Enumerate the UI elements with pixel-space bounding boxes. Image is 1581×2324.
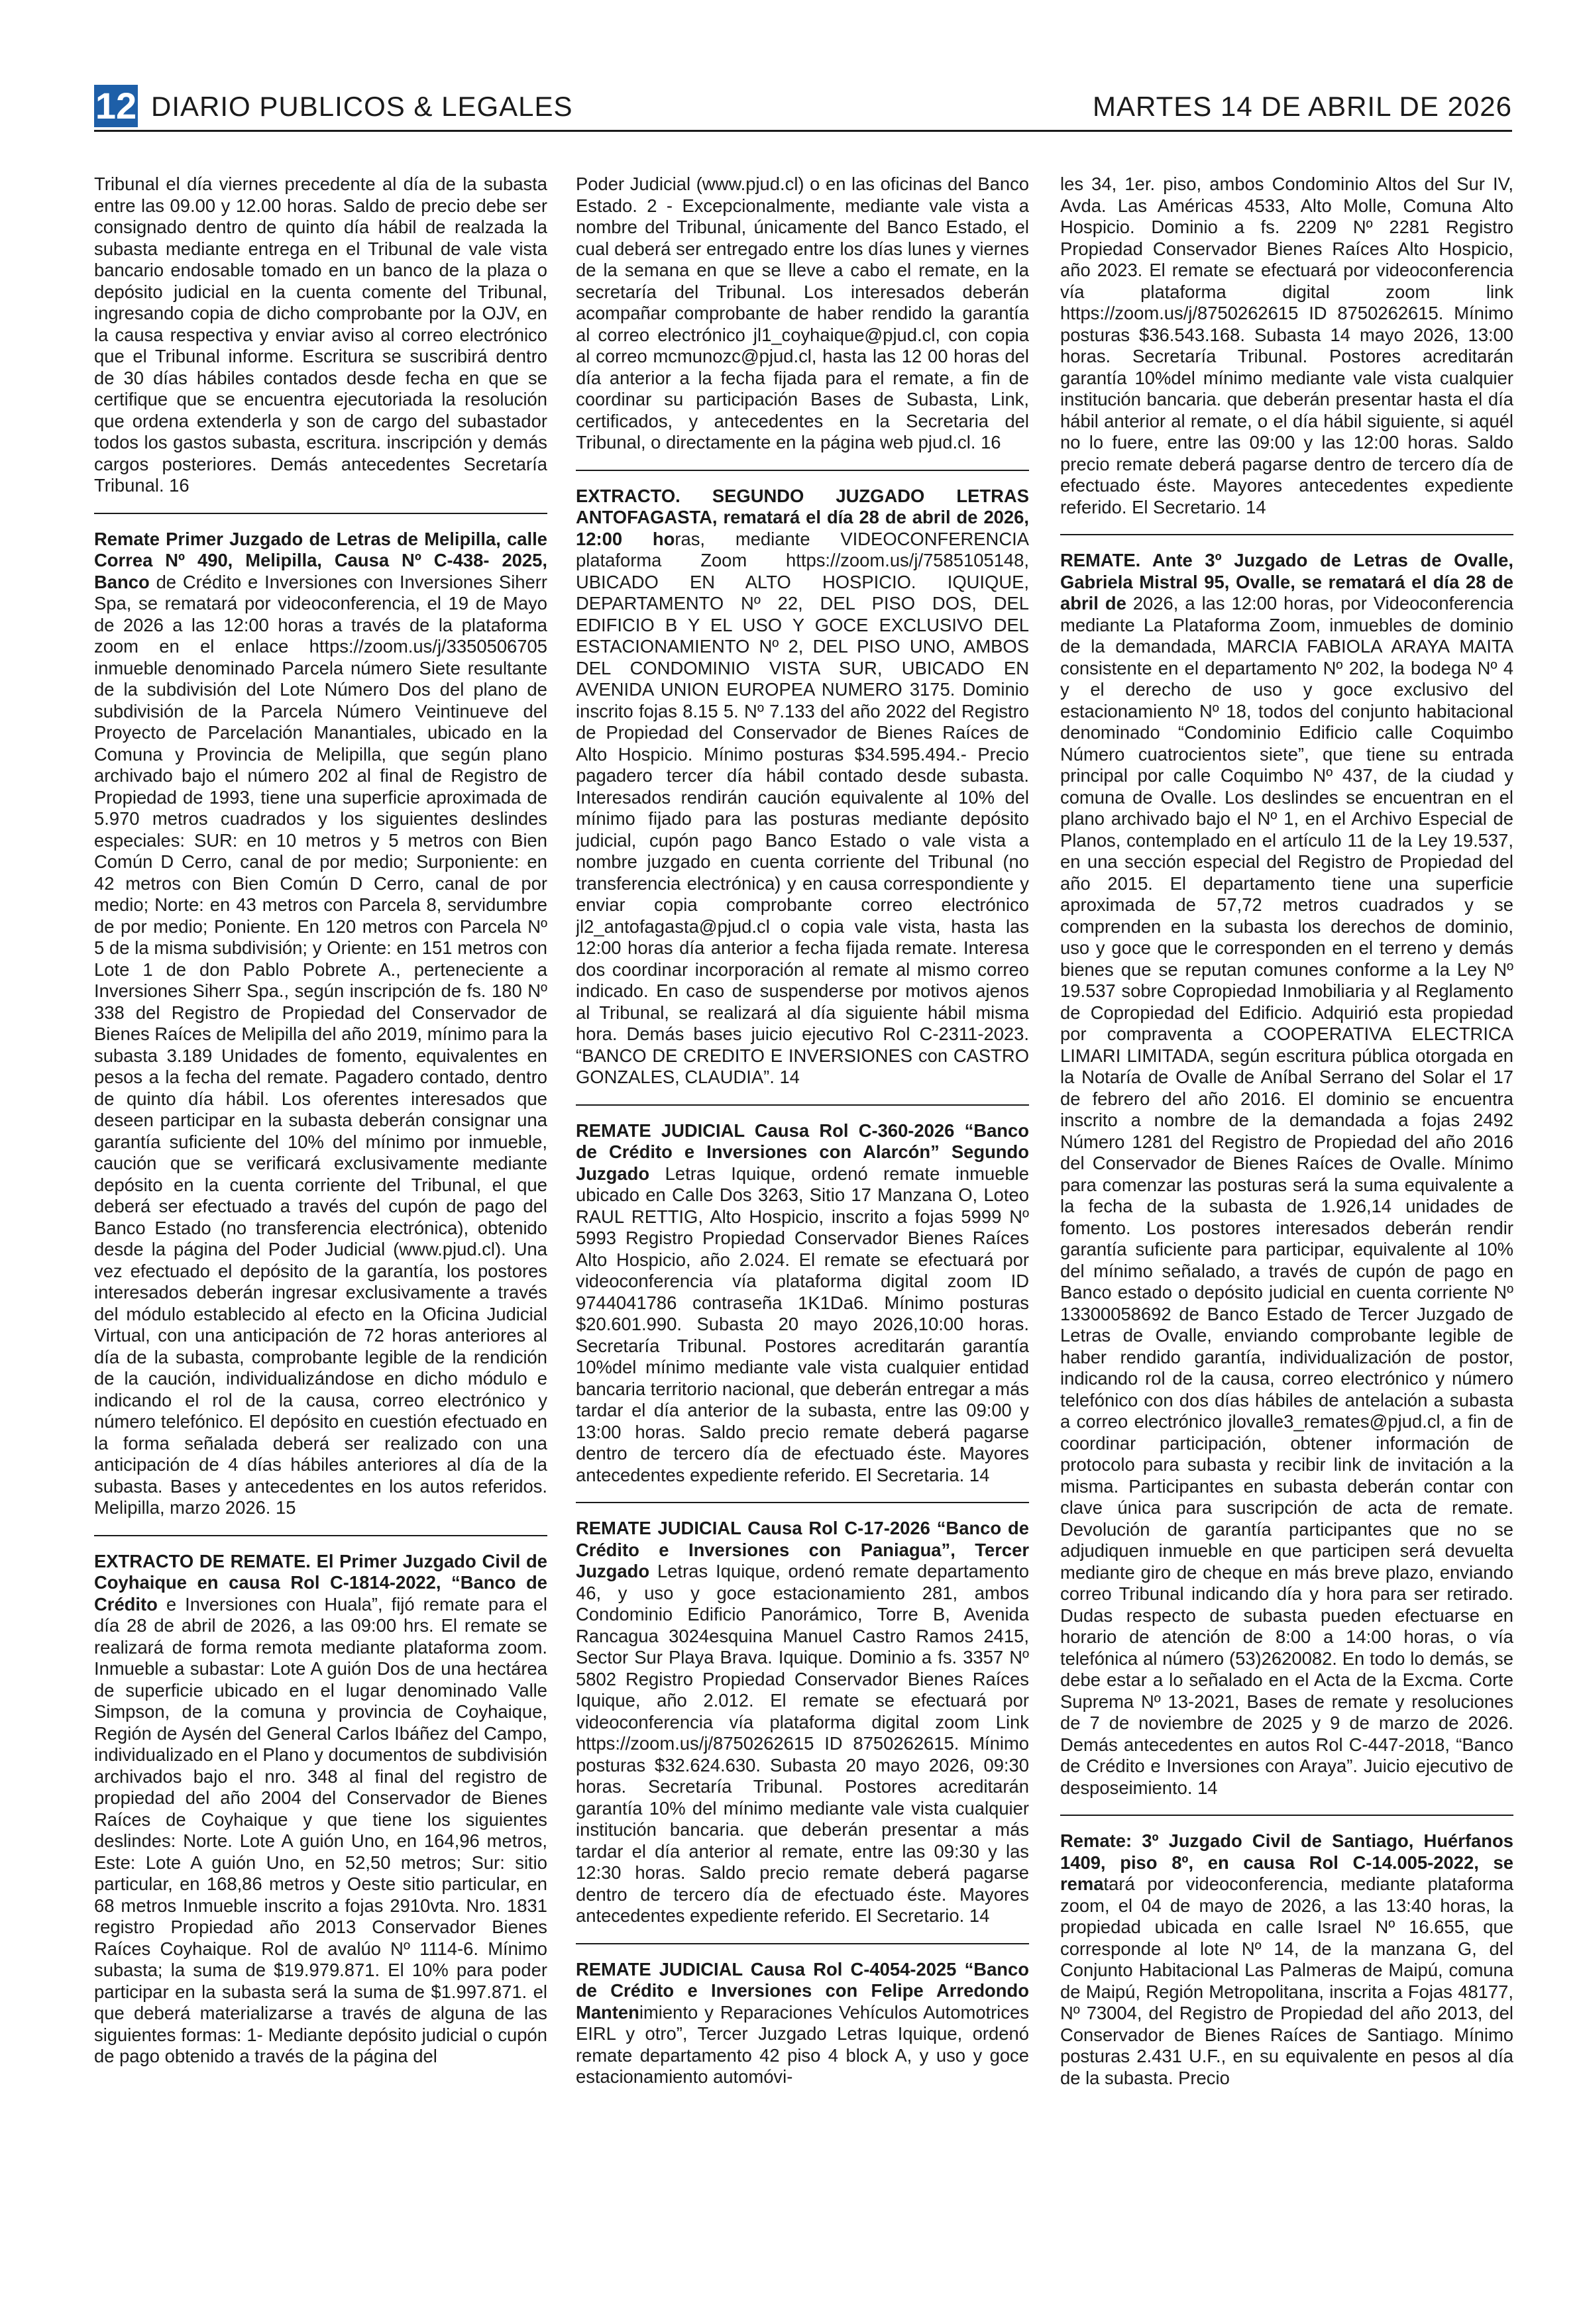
notice-coyhaique <box>94 1551 547 2068</box>
notice-body: de Crédito e Inversiones con Inversiones Siherr Spa, se rematará por videoconferencia, el 19 de Mayo de 2026 a las 12:00 horas a través de la plataforma zoom en el enlace https://zoom.us/j/3350506705 inmueble denominado Parcela número Siete resultante de la subdivisión del Lote Número Dos del plano de subdivisión de la Parcela Número Veintinueve del Proyecto de Parcelación Manantiales, ubicado en la Comuna y Provincia de Melipilla, que según plano archivado bajo el número 202 al final de Registro de Propiedad de 1993, tiene una superficie aproximada de 5.970 metros cuadrados y los siguientes deslindes especiales: SUR: en 10 metros y 5 metros con Bien Común D Cerro, canal de por medio; Surponiente: en 42 metros con Bien Común D Cerro, canal de por medio; Norte: en 43 metros con Parcela 8, servidumbre de por medio; Poniente. En 120 metros con Parcela Nº 5 de la misma subdivisión; y Oriente: en 151 metros con Lote 1 de don Pablo Pobrete A., perteneciente a Inversiones Siherr Spa., según inscripción de fs. 180 Nº 338 del Registro de Propiedad del Conservador de Bienes Raíces de Melipilla del año 2019, mínimo para la subasta 3.189 Unidades de fomento, equivalentes en pesos a la fecha del remate. Pagadero contado, dentro de quinto día hábil. Los oferentes interesados que deseen participar en la subasta deberán consignar una garantía suficiente del 10% del mínimo por inmueble, caución que se verificará exclusivamente mediante depósito en la cuenta corriente del Tribunal, el que deberá ser efectuado a través del cupón de pago del Banco Estado (no transferencia electrónica), obtenido desde la página del Poder Judicial (www.pjud.cl). Una vez efectuado el depósito de la garantía, los postores interesados deberán ingresar exclusivamente a través del módulo establecido al efecto en la Oficina Judicial Virtual, con una anticipación de 72 horas anteriores al día de la subasta, comprobante legible de la rendición de la caución, individualizándose en dicho módulo e indicando el rol de la causa, correo electrónico y número telefónico. El depósito en cuestión efectuado en la forma señalada deberá ser realizado con una anticipación de 4 días hábiles anteriores al día de la subasta. Bases y antecedentes en los autos referidos. Melipilla, marzo 2026. 15 <box>94 571 547 1518</box>
page-header <box>94 85 1512 127</box>
notice-lead: Remate: 3º Juzgado Civil de Santiago, Huérfanos 1409, piso 8º, en causa Rol C-14.005-2022, se rema <box>1060 1830 1513 1894</box>
notice-divider <box>576 470 1029 471</box>
notice-divider <box>1060 534 1513 535</box>
notice-divider <box>576 1502 1029 1503</box>
page-number-badge: 12 <box>95 85 137 127</box>
notice-lead: REMATE JUDICIAL Causa Rol C-17-2026 “Banco de Crédito e Inversiones con Paniagua”, Tercer Juzgado <box>576 1518 1029 1581</box>
notice-body: Poder Judicial (www.pjud.cl) o en las oficinas del Banco Estado. 2 - Excepcionalmente, mediante vale vista a nombre del Tribunal, únicamente del Banco Estado, el cual deberá ser entregado entre los días lunes y viernes de la semana en que se lleve a cabo el remate, en la secretaría del Tribunal. Los interesados deberán acompañar comprobante de haber rendido la garantía al correo electrónico jl1_coyhaique@pjud.cl, con copia al correo mcmunozc@pjud.cl, hasta las 12 00 horas del día anterior a la fecha fijada para el remate, a fin de coordinar su participación Bases de Subasta, Link, certificados, y antecedentes en la Secretaria del Tribunal, o directamente en la página web pjud.cl. 16 <box>576 174 1029 452</box>
notice-alarcon <box>576 1120 1029 1487</box>
notice-antofagasta <box>576 486 1029 1088</box>
notice-body: 2026, a las 12:00 horas, por Videoconferencia mediante La Plataforma Zoom, inmuebles de dominio de la demandada, MARCIA FABIOLA ARAYA MAITA consistente en el departamento Nº 202, la bodega Nº 4 y el derecho de uso y goce exclusivo del estacionamiento Nº 18, todos del conjunto habitacional denominado “Condominio Edificio calle Coquimbo Número cuatrocientos siete”, que tiene su entrada principal por calle Coquimbo Nº 437, de la ciudad y comuna de Ovalle. Los deslindes se encuentran en el plano archivado bajo el Nº 1, en el Archivo Especial de Planos, contemplado en el artículo 11 de la Ley 19.537, en una sección especial del Registro de Propiedad del año 2015. El departamento tiene una superficie aproximada de 57,72 metros cuadrados y se comprenden en la subasta los derechos de dominio, uso y goce que le corresponden en el terreno y demás bienes que se reputan comunes conforme a la Ley Nº 19.537 sobre Copropiedad Inmobiliaria y al Reglamento de Copropiedad del Edificio. Adquirió esta propiedad por compraventa a COOPERATIVA ELECTRICA LIMARI LIMITADA, según escritura pública otorgada en la Notaría de Ovalle de Aníbal Serrano del Solar el 17 de febrero del año 2016. El dominio se encuentra inscrito a nombre de la demandada a fojas 2492 Número 1281 del Registro de Propiedad del año 2016 del Conservador de Bienes Raíces de Ovalle. Mínimo para comenzar las posturas será la suma equivalente a la fecha de la subasta de 1.926,14 unidades de fomento. Los postores interesados deberán rendir garantía suficiente para participar, equivalente al 10% del mínimo señalado, a través de cupón de pago en Banco estado o depósito judicial en cuenta corriente Nº 13300058692 de Banco Estado de Tercer Juzgado de Letras de Ovalle, enviando comprobante legible de haber rendido garantía, individualización de postor, indicando rol de la causa, correo electrónico y número telefónico con dos días hábiles de antelación a subasta a correo electrónico jlovalle3_remates@pjud.cl, a fin de coordinar participación, obtener información de protocolo para subasta y recibir link de invitación a la misma. Participantes en subasta deberán contar con clave única para suscripción de acta de remate. Devolución de garantía participantes que no se adjudiquen inmueble en que participen será devuelta mediante giro de cheque en más breve plazo, enviando correo Tribunal indicando día y hora para ser retirado. Dudas respecto de subasta pueden efectuarse en horario de atención de 8:00 a 14:00 horas, o vía telefónica al número (53)2620082. En todo lo demás, se debe estar a lo señalado en el Acta de la Excma. Corte Suprema Nº 13-2021, Bases de remate y resoluciones de 7 de noviembre de 2025 y 9 de marzo de 2026. Demás antecedentes en autos Rol C-447-2018, “Banco de Crédito e Inversiones con Araya”. Juicio ejecutivo de desposeimiento. 14 <box>1060 593 1513 1798</box>
notice-continuation <box>576 174 1029 454</box>
notice-lead: REMATE. Ante 3º Juzgado de Letras de Ovalle, Gabriela Mistral 95, Ovalle, se rematará el día 28 de abril de <box>1060 550 1513 613</box>
notice-body: Letras Iquique, ordenó remate inmueble ubicado en Calle Dos 3263, Sitio 17 Manzana O, Loteo RAUL RETTIG, Alto Hospicio, inscrito a fojas 5999 Nº 5993 Registro Propiedad Conservador Bienes Raíces Alto Hospicio, año 2.024. El remate se efectuará por videoconferencia vía plataforma digital zoom ID 9744041786 contraseña 1K1Da6. Mínimo posturas $20.601.990. Subasta 20 mayo 2026,10:00 horas. Secretaría Tribunal. Postores acreditarán garantía 10%del mínimo mediante vale vista cualquier entidad bancaria territorio nacional, que deberán entregar a más tardar el día anterior de la subasta, entre las 09:00 y 13:00 horas. Saldo precio remate deberá pagarse dentro de tercero día de efectuado éste. Mayores antecedentes expediente referido. El Secretaria. 14 <box>576 1163 1029 1485</box>
notice-lead: REMATE JUDICIAL Causa Rol C-360-2026 “Banco de Crédito e Inversiones con Alarcón” Segundo Juzgado <box>576 1120 1029 1184</box>
notice-divider <box>576 1943 1029 1944</box>
notice-body: e Inversiones con Huala”, fijó remate para el día 28 de abril de 2026, a las 09:00 hrs. El remate se realizará de forma remota mediante plataforma zoom. Inmueble a subastar: Lote A guión Dos de una hectárea de superficie ubicado en el lugar denominado Valle Simpson, de la comuna y provincia de Coyhaique, Región de Aysén del General Carlos Ibáñez del Campo, individualizado en el Plano y documentos de subdivisión archivados bajo el nro. 348 al final del registro de propiedad del año 2004 del Conservador de Bienes Raíces de Coyhaique y que tiene los siguientes deslindes: Norte. Lote A guión Uno, en 164,96 metros, Este: Lote A guión Uno, en 52,50 metros; Sur: sitio particular, en 168,86 metros y Oeste sitio particular, en 68 metros Inmueble inscrito a fojas 2910vta. Nro. 1831 registro Propiedad año 2013 Conservador Bienes Raíces Coyhaique. Rol de avalúo Nº 1114-6. Mínimo subasta; la suma de $19.979.871. El 10% para poder participar en la subasta será la suma de $1.997.871. el que deberá materializarse a través de alguna de las siguientes formas: 1- Mediante depósito judicial o cupón de pago obtenido a través de la página del <box>94 1593 547 2066</box>
notice-divider <box>94 1535 547 1536</box>
notice-body: ras, mediante VIDEOCONFERENCIA plataforma Zoom https://zoom.us/j/7585105148, UBICADO EN ALTO HOSPICIO. IQUIQUE, DEPARTAMENTO Nº 22, DEL PISO DOS, DEL EDIFICIO B Y EL USO Y GOCE EXCLUSIVO DEL ESTACIONAMIENTO Nº 2, DEL PISO UNO, AMBOS DEL CONDOMINIO VISTA SUR, UBICADO EN AVENIDA UNION EUROPEA NUMERO 3175. Dominio inscrito fojas 8.15 5. Nº 7.133 del año 2022 del Registro de Propiedad del Conservador de Bienes Raíces de Alto Hospicio. Mínimo posturas $34.595.494.- Precio pagadero tercer día hábil contado desde subasta. Interesados rendirán caución equivalente al 10% del mínimo fijado para las posturas mediante depósito judicial, cupón pago Banco Estado o vale vista a nombre juzgado en cuenta corriente del Tribunal (no transferencia electrónica) y en causa correspondiente y enviar copia comprobante correo electrónico jl2_antofagasta@pjud.cl o copia vale vista, hasta las 12:00 horas día anterior a fecha fijada remate. Interesa dos coordinar incorporación al remate al mismo correo indicado. En caso de suspenderse por motivos ajenos al Tribunal, se realizará al día siguiente hábil misma hora. Demás bases juicio ejecutivo Rol C-2311-2023. “BANCO DE CREDITO E INVERSIONES con CASTRO GONZALES, CLAUDIA”. 14 <box>576 528 1029 1087</box>
notice-lead: REMATE JUDICIAL Causa Rol C-4054-2025 “Banco de Crédito e Inversiones con Felipe Arredondo Manten <box>576 1958 1029 2023</box>
notice-divider <box>576 1104 1029 1106</box>
publication-date: MARTES 14 DE ABRIL DE 2026 <box>1093 91 1512 122</box>
notice-melipilla <box>94 529 547 1519</box>
notice-body: tará por videoconferencia, mediante plataforma zoom, el 04 de mayo de 2026, a las 13:40 horas, la propiedad ubicada en calle Israel Nº 16.655, que corresponde al lote Nº 14, de la manzana G, del Conjunto Habitacional Las Palmeras de Maipú, comuna de Maipú, Región Metropolitana, inscrita a Fojas 48177, Nº 73004, del Registro de Propiedad del año 2013, del Conservador de Bienes Raíces de Santiago. Mínimo posturas 2.431 U.F., en su equivalente en pesos al día de la subasta. Precio <box>1060 1874 1513 2088</box>
column-1 <box>94 174 547 2294</box>
notice-body: les 34, 1er. piso, ambos Condominio Altos del Sur IV, Avda. Las Américas 4533, Alto Molle, Comuna Alto Hospicio. Dominio a fs. 2209 Nº 2281 Registro Propiedad Conservador Bienes Raíces Alto Hospicio, año 2023. El remate se efectuará por videoconferencia vía plataforma digital zoom link https://zoom.us/j/8750262615 ID 8750262615. Mínimo posturas $36.543.168. Subasta 14 mayo 2026, 13:00 horas. Secretaría Tribunal. Postores acreditarán garantía 10%del mínimo mediante vale vista cualquier institución bancaria. que deberán presentar hasta el día hábil anterior al remate, o el día hábil siguiente, si aquél no lo fuere, entre las 09:00 y las 12:00 horas. Saldo precio remate deberá pagarse dentro de tercero día de efectuado éste. Mayores antecedentes expediente referido. El Secretario. 14 <box>1060 174 1513 517</box>
header-rule <box>94 130 1512 132</box>
notice-body: Letras Iquique, ordenó remate departamento 46, y uso y goce estacionamiento 281, ambos Condominio Edificio Panorámico, Torre B, Avenida Rancagua 3024esquina Manuel Castro Ramos 2415, Sector Sur Playa Brava. Iquique. Dominio a fs. 3357 Nº 5802 Registro Propiedad Conservador Bienes Raíces Iquique, año 2.012. El remate se efectuará por videoconferencia vía plataforma digital zoom Link https://zoom.us/j/8750262615 ID 8750262615. Mínimo posturas $32.624.630. Subasta 20 mayo 2026, 09:30 horas. Secretaría Tribunal. Postores acreditarán garantía 10% del mínimo mediante vale vista cualquier institución bancaria. que deberán presentar a más tardar el día anterior al remate, entre las 09:30 y las 12:30 horas. Saldo precio remate deberá pagarse dentro de tercero día de efectuado éste. Mayores antecedentes expediente referido. El Secretario. 14 <box>576 1561 1029 1926</box>
notice-santiago <box>1060 1830 1513 2089</box>
notice-continuation <box>94 174 547 497</box>
notice-lead: EXTRACTO. SEGUNDO JUZGADO LETRAS ANTOFAGASTA, rematará el día 28 de abril de 2026, 12:00 ho <box>576 485 1029 549</box>
column-3 <box>1060 174 1513 2294</box>
notice-arredondo <box>576 1959 1029 2088</box>
notice-lead: EXTRACTO DE REMATE. El Primer Juzgado Civil de Coyhaique en causa Rol C-1814-2022, “Banco de Crédito <box>94 1550 547 1614</box>
notice-body: imiento y Reparaciones Vehículos Automotrices EIRL y otro”, Tercer Juzgado Letras Iquique, ordenó remate departamento 42 piso 4 block A, y uso y goce estacionamiento automóvi- <box>576 2001 1029 2087</box>
notice-divider <box>1060 1815 1513 1816</box>
notice-divider <box>94 513 547 514</box>
notice-body: Tribunal el día viernes precedente al día de la subasta entre las 09.00 y 12.00 horas. Saldo de precio debe ser consignado dentro de quinto día hábil de realzada la subasta mediante entrega en el Tribunal de vale vista bancario endosable tomado en un banco de la plaza o depósito judicial en la cuenta comente del Tribunal, ingresando copia de dicho comprobante por la OJV, en la causa respectiva y enviar aviso al correo electrónico que el Tribunal informe. Escritura se suscribirá dentro de 30 días hábiles contados desde fecha en que se certifique que se encuentra ejecutoriada la resolución que ordena extenderla y son de cargo del subastador todos los gastos subasta, escritura. inscripción y demás cargos posteriores. Demás antecedentes Secretaría Tribunal. 16 <box>94 174 547 496</box>
publication-title: DIARIO PUBLICOS & LEGALES <box>151 91 573 122</box>
notice-continuation <box>1060 174 1513 518</box>
notice-lead: Remate Primer Juzgado de Letras de Melipilla, calle Correa Nº 490, Melipilla, Causa Nº C-438- 2025, Banco <box>94 528 547 592</box>
notice-paniagua <box>576 1518 1029 1927</box>
notice-ovalle <box>1060 550 1513 1799</box>
column-2 <box>576 174 1029 2294</box>
